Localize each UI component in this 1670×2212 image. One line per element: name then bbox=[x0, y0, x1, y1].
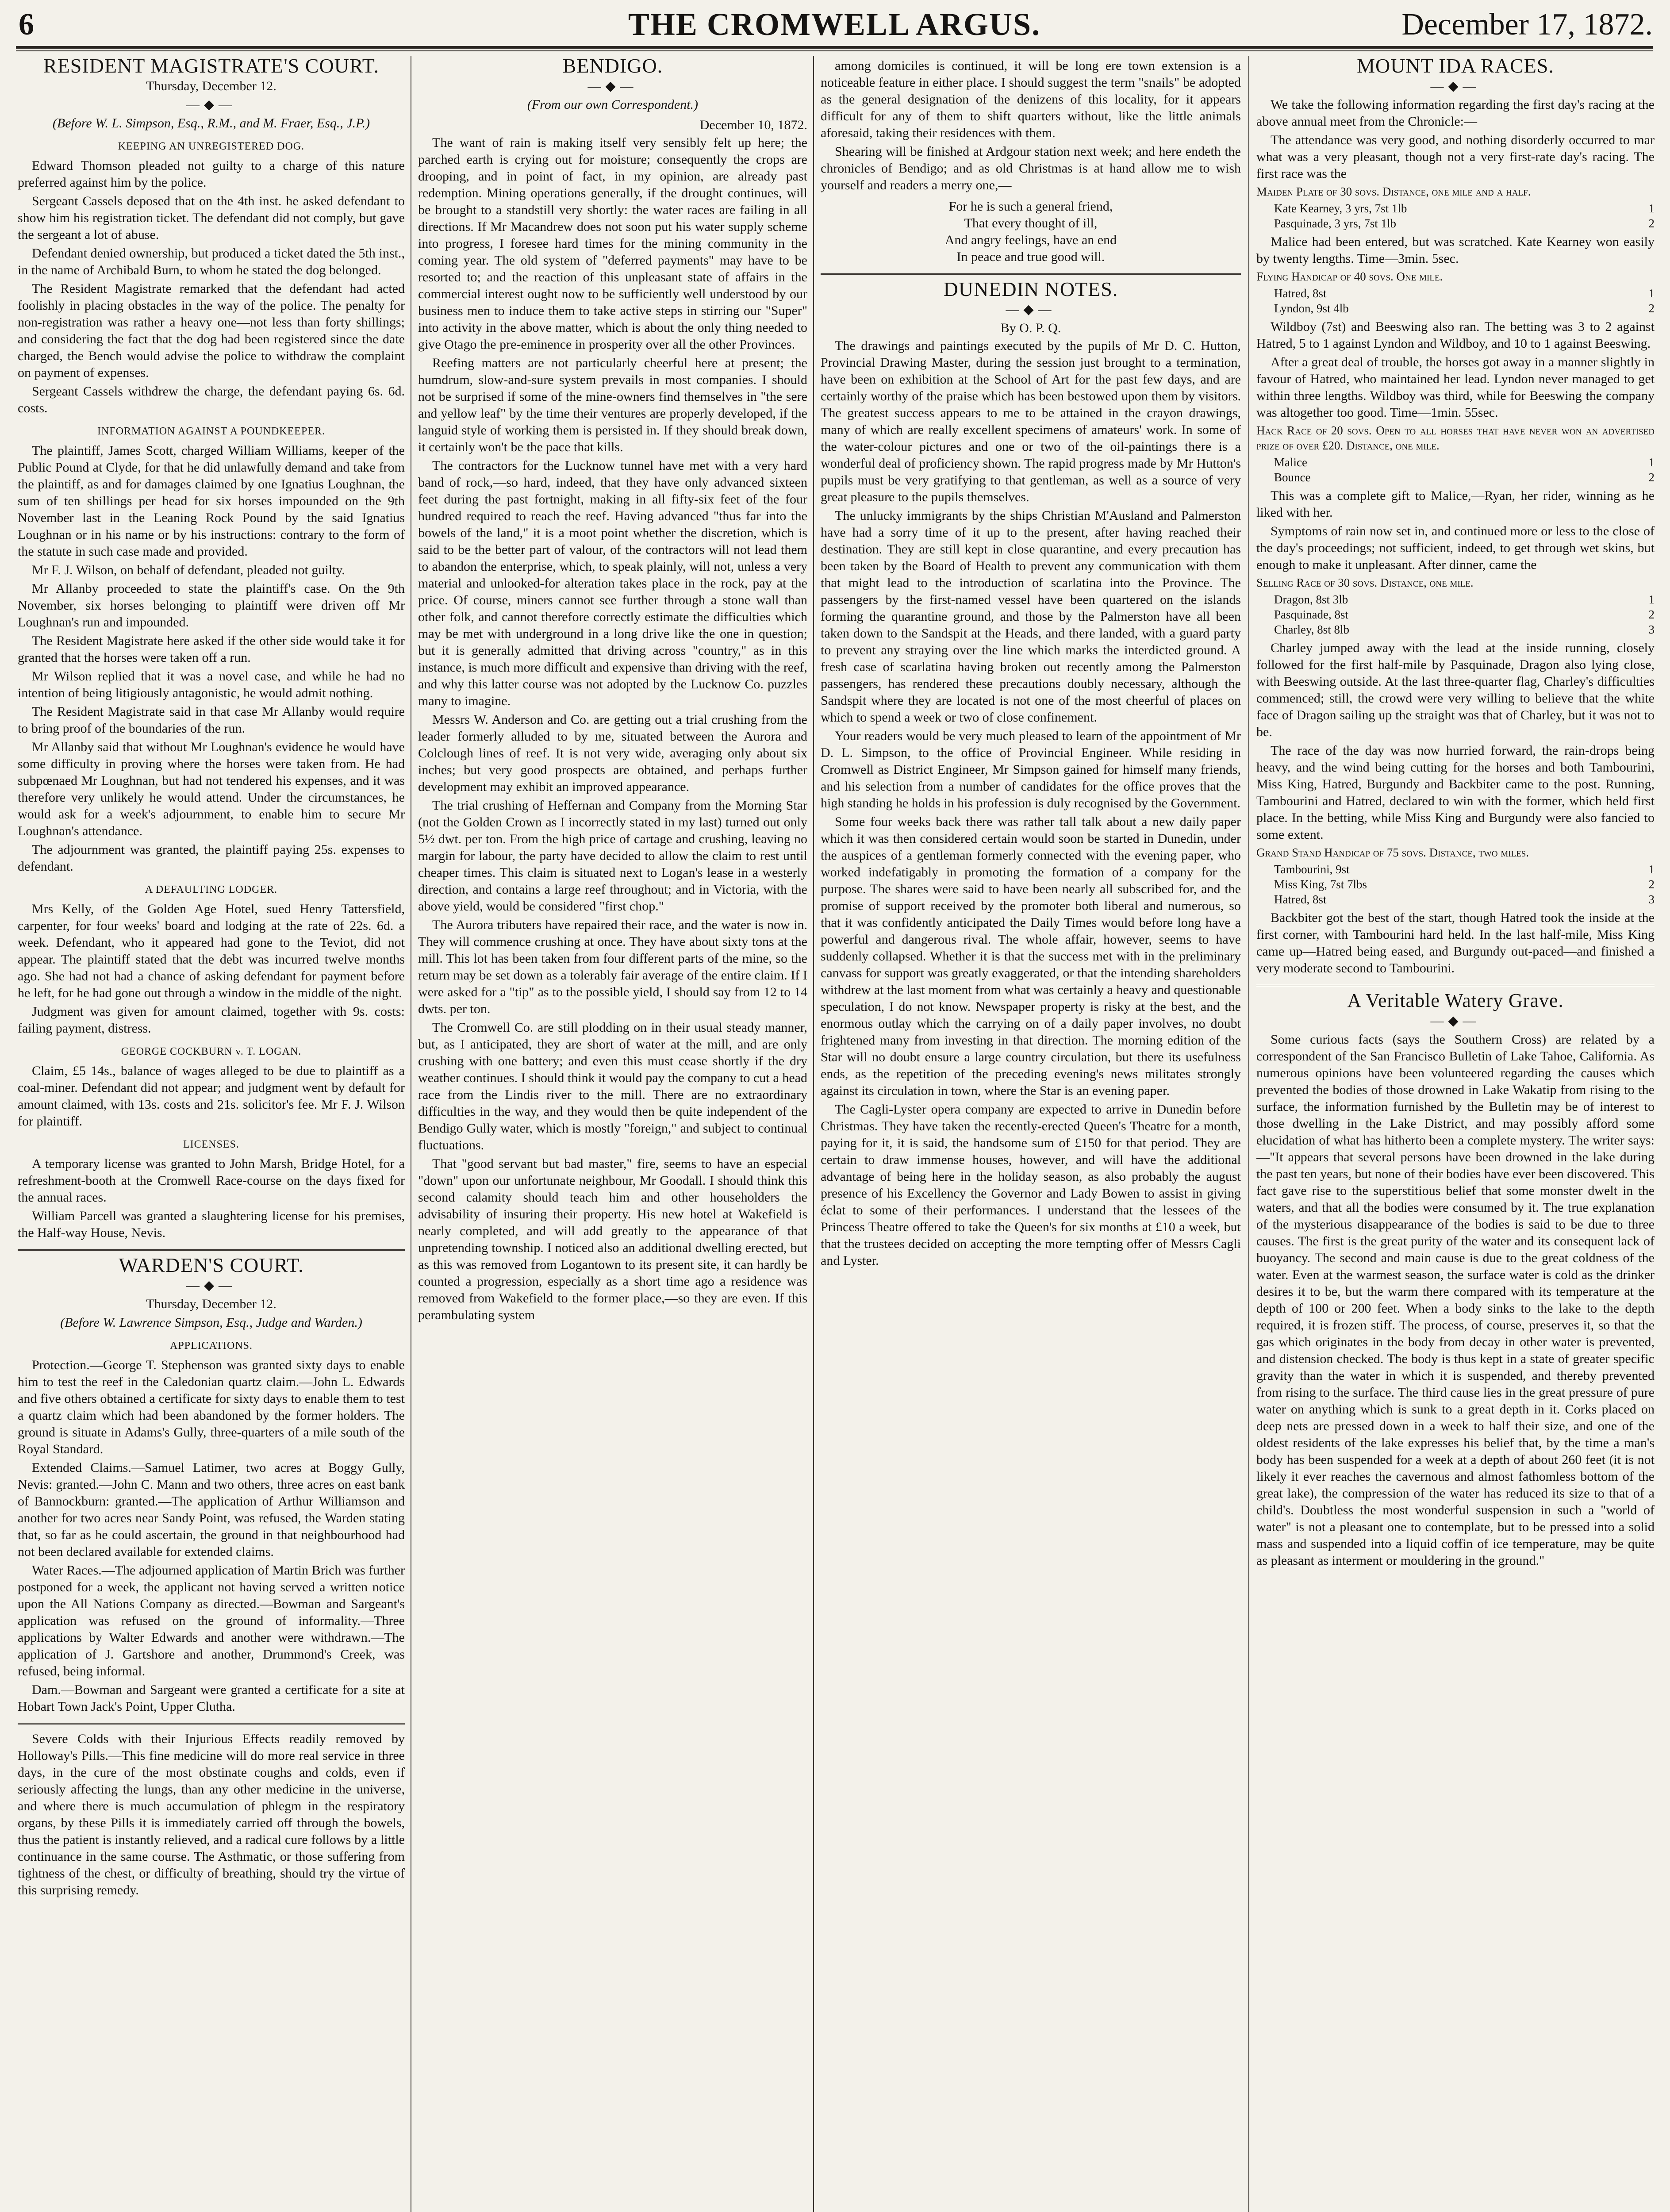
paragraph: The Cromwell Co. are still plodding on in their usual steady manner, but, as I anticipated, they are short of water at the mill, and are only crushing with one battery; and even this must cease shortly if the dry weather continues. I should think it would pay the company to cut a head race from the Lindis river to the mill. There are no extraordinary difficulties in the way, and they would then be quite independent of the Bendigo Gully water, which is mostly "foreign," and subject to continual fluctuations. bbox=[418, 1020, 807, 1152]
paragraph: Mr Allanby proceeded to state the plaintiff's case. On the 9th November, six horses belonging to plaintiff were driven off Mr Loughnan's run and impounded. bbox=[18, 581, 405, 630]
paragraph: Charley jumped away with the lead at the inside running, closely followed for the first half-mile by Pasquinade, Dragon also lying close, with Beeswing outside. At the last three-quarter flag, Charley's difficulties commenced; still, the crowd were very willing to believe that the white face of Dragon sailing up the straight was that of Charley, but it was not to be. bbox=[1256, 641, 1655, 739]
result-row bbox=[1256, 862, 1655, 877]
paragraph: The want of rain is making itself very sensibly felt up here; the parched earth is crying out for moisture; consequently the crops are drooping, and in point of fact, in my opinion, are already past redemption. Mining operations generally, if the drought continues, will be brought to a standstill very shortly: the water races are failing in all directions. If Mr Macandrew does not soon put his water supply scheme into progress, I foresee hard times for the mining community in the coming year. The old system of "deferred payments" may have to be resorted to; and the reaction of this unpleasant state of affairs in the commercial interest ought now to be sufficiently well understood by our business men to induce them to take active steps in stirring our "Super" into activity in the above matter, which is about the only thing needed to give Otago the pre-eminence in prosperity over all the other Provinces. bbox=[418, 135, 807, 352]
paragraph: The Aurora tributers have repaired their race, and the water is now in. They will commence crushing at once. They have about sixty tons at the mill. This lot has been taken from four different parts of the mine, so the return may be set down as a tolerably fair average of the entire claim. If I were asked for a "tip" as to the possible yield, I should say from 12 to 14 dwts. per ton. bbox=[418, 918, 807, 1016]
paragraph: The plaintiff, James Scott, charged William Williams, keeper of the Public Pound at Clyde, for that he did unlawfully demand and take from the plaintiff, as and for damages claimed by one Ignatius Loughnan, the sum of ten shillings per head for six horses impounded on the 9th November last in the Leaning Rock Pound by the said Ignatius Loughnan or in his name or by his instructions: contrary to the form of the statute in such case made and provided. bbox=[18, 443, 405, 559]
place: 2 bbox=[1648, 878, 1655, 891]
result-row bbox=[1256, 892, 1655, 907]
paragraph: The attendance was very good, and nothing disorderly occurred to mar what was a very pleasant, though not a very first-rate day's racing. The first race was the bbox=[1256, 133, 1655, 181]
result-row bbox=[1256, 877, 1655, 892]
ornament-divider: ―◆― bbox=[1430, 1014, 1481, 1028]
paragraph: That "good servant but bad master," fire, seems to have an especial "down" upon our unfortunate neighbour, Mr Goodall. I should think this second calamity should teach him and other householders the advisability of insuring their property. His new hotel at Wakefield is nearly completed, and will add greatly to the appearance of that unpretending township. I noticed also an additional dwelling erected, but as this was removed from Logantown to its present site, it can hardly be counted a progression, especially as a short time ago a residence was removed from Wakefield to the former place,—so they are even. If this perambulating system bbox=[418, 1156, 807, 1322]
paragraph: Edward Thomson pleaded not guilty to a charge of this nature preferred against him by the police. bbox=[18, 158, 405, 190]
paragraph: Messrs W. Anderson and Co. are getting out a trial crushing from the leader formerly alluded to by me, situated between the Aurora and Colclough lines of reef. It is not very wide, averaging only about six inches; but very good prospects are obtained, and perhaps further development may exhibit an improved appearance. bbox=[418, 712, 807, 794]
paragraph: Your readers would be very much pleased to learn of the appointment of Mr D. L. Simpson, to the office of Provincial Engineer. While residing in Cromwell as District Engineer, Mr Simpson gained for himself many friends, and his selection from a number of candidates for the office proves that the high standing he holds in his profession is duly recognised by the Government. bbox=[821, 729, 1241, 810]
paragraph: The Cagli-Lyster opera company are expected to arrive in Dunedin before Christmas. They have taken the recently-erected Queen's Theatre for a month, paying for it, it is said, the handsome sum of £150 for that period. They are certain to draw immense houses, however, and will have the additional advantage of being here in the holiday season, as also probably the august presence of his Excellency the Governor and Lady Bowen to assist in giving éclat to some of their performances. I understand that the lessees of the Princess Theatre offered to take the Queen's for six months at £10 a week, but that the trustees decided on accepting the more tempting offer of Messrs Cagli and Lyster. bbox=[821, 1102, 1241, 1268]
result-row bbox=[1256, 286, 1655, 301]
race-title: Flying Handicap of 40 sovs. One mile. bbox=[1256, 270, 1443, 283]
paragraph: Symptoms of rain now set in, and continued more or less to the close of the day's proceedings; not sufficient, indeed, to get through wet skins, but enough to make it unpleasant. After dinner, came the bbox=[1256, 524, 1655, 572]
horse: Miss King, 7st 7lbs bbox=[1274, 878, 1367, 891]
case-title: LICENSES. bbox=[183, 1139, 239, 1150]
horse: Hatred, 8st bbox=[1274, 287, 1327, 300]
court-date: Thursday, December 12. bbox=[146, 79, 276, 93]
newspaper-title: THE CROMWELL ARGUS. bbox=[628, 7, 1041, 42]
paragraph: Sergeant Cassels deposed that on the 4th inst. he asked defendant to show him his registration ticket. The defendant did not comply, but gave the sergeant a lot of abuse. bbox=[18, 194, 405, 242]
paragraph: The Resident Magistrate remarked that the defendant had acted foolishly in placing obstacles in the way of the police. The penalty for non-registration was rather a heavy one—not less than forty shillings; and considering the fact that the dog had been registered since the date charged, the Bench would advise the police to withdraw the complaint on payment of expenses. bbox=[18, 281, 405, 380]
ornament-divider: ―◆― bbox=[1430, 79, 1481, 93]
paragraph: The adjournment was granted, the plaintiff paying 25s. expenses to defendant. bbox=[18, 842, 405, 874]
result-row bbox=[1256, 622, 1655, 637]
race-title: Selling Race of 30 sovs. Distance, one mile. bbox=[1256, 576, 1474, 589]
column-divider bbox=[1248, 56, 1249, 2212]
result-row bbox=[1256, 455, 1655, 470]
issue-date: December 17, 1872. bbox=[1401, 8, 1653, 42]
paragraph: The unlucky immigrants by the ships Christian M'Ausland and Palmerston have had a sorry time of it up to the present, after having reached their destination. They are still kept in close quarantine, and every precaution has been taken by the Board of Health to prevent any communication with them that might lead to the introduction of scarlatina into the Province. The passengers by the first-named vessel have been quartered on the islands forming the quarantine ground, and those by the Palmerston have all been taken down to the Sandspit at the Heads, and there landed, with a guard party to prevent any straying over the line which marks the interdicted ground. A fresh case of scarlatina having broken out recently among the Palmerston passengers, has rendered these precautions doubly necessary, although the Sandspit where they are located is not one of the most cheerful of places on which to spend a week or two of close confinement. bbox=[821, 508, 1241, 725]
verse-line: In peace and true good will. bbox=[956, 250, 1105, 264]
horse: Hatred, 8st bbox=[1274, 893, 1327, 906]
horse: Lyndon, 9st 4lb bbox=[1274, 302, 1349, 315]
horse: Pasquinade, 3 yrs, 7st 1lb bbox=[1274, 217, 1396, 230]
place: 2 bbox=[1648, 302, 1655, 315]
place: 2 bbox=[1648, 608, 1655, 621]
section-heading: WARDEN'S COURT. bbox=[119, 1254, 304, 1276]
race-title: Hack Race of 20 sovs. Open to all horses that have never won an advertised prize of over £20. Distance, one mile. bbox=[1256, 424, 1655, 452]
result-row bbox=[1256, 201, 1655, 216]
ornament-divider: ―◆― bbox=[587, 79, 638, 93]
paragraph: The drawings and paintings executed by the pupils of Mr D. C. Hutton, Provincial Drawing Master, during the session just brought to a termination, have been on exhibition at the School of Art for the past few days, and are certainly worthy of the praise which has been bestowed upon them by visitors. The greatest success appears to me to be attained in the crayon drawings, many of which are really excellent specimens of amateurs' work. In some of the water-colour pictures and one or two of the oil-paintings there is a wonderful deal of proficiency shown. The rapid progress made by Mr Hutton's pupils must be very gratifying to that gentleman, as well as a source of very great pleasure to the pupils themselves. bbox=[821, 338, 1241, 504]
masthead-rule bbox=[16, 46, 1653, 49]
result-row bbox=[1256, 216, 1655, 231]
paragraph: Some four weeks back there was rather tall talk about a new daily paper which it was then considered certain would soon be started in Dunedin, under the auspices of a gentleman formerly connected with the evening paper, who worked indefatigably in promoting the formation of a company for the purpose. The shares were said to have been nearly all subscribed for, and the promise of support received by the promoter both liberal and numerous, so that it was confidently anticipated the Daily Times would before long have a powerful and dangerous rival. The whole affair, however, seems to have suddenly collapsed. Whether it is that the success met with in the preliminary canvass for support was greatly exaggerated, or that the intending shareholders withdrew at the last moment from what was certainly a heavy and questionable speculation, I do not know. Newspaper property is risky at the best, and the enormous outlay which the carrying on of a daily paper involves, no doubt frightened many from investing in that direction. The morning edition of the Star will no doubt ensure a large country circulation, but there its usefulness ends, as the repetition of the preceding evening's news militates strongly against its circulation in town, where the Star is an evening paper. bbox=[821, 814, 1241, 1098]
result-row bbox=[1256, 470, 1655, 485]
section-heading: MOUNT IDA RACES. bbox=[1357, 58, 1554, 77]
paragraph: William Parcell was granted a slaughtering license for his premises, the Half-way House, Nevis. bbox=[18, 1209, 405, 1240]
paragraph: Backbiter got the best of the start, though Hatred took the inside at the first corner, with Tambourini hard held. In the last half-mile, Miss King came up—Hatred being eased, and Burgundy out-paced—and finished a very moderate second to Tambourini. bbox=[1256, 910, 1655, 975]
case-title: INFORMATION AGAINST A POUNDKEEPER. bbox=[97, 426, 325, 437]
paragraph: Judgment was given for amount claimed, together with 9s. costs: failing payment, distress. bbox=[18, 1004, 405, 1036]
place: 2 bbox=[1648, 217, 1655, 230]
horse: Kate Kearney, 3 yrs, 7st 1lb bbox=[1274, 202, 1407, 215]
case-title: A DEFAULTING LODGER. bbox=[145, 884, 278, 895]
race-title: Grand Stand Handicap of 75 sovs. Distance, two miles. bbox=[1256, 846, 1529, 859]
paragraph: Mr Wilson replied that it was a novel case, and while he had no intention of being litigiously antagonistic, he would admit nothing. bbox=[18, 669, 405, 700]
paragraph: Shearing will be finished at Ardgour station next week; and here endeth the chronicles of Bendigo; and as old Christmas is at hand allow me to wish yourself and readers a merry one,— bbox=[821, 144, 1241, 192]
page-number: 6 bbox=[19, 8, 34, 42]
horse: Pasquinade, 8st bbox=[1274, 608, 1348, 621]
verse bbox=[821, 198, 1241, 265]
place: 1 bbox=[1648, 593, 1655, 606]
race-title: Maiden Plate of 30 sovs. Distance, one mile and a half. bbox=[1256, 185, 1531, 198]
dateline: December 10, 1872. bbox=[699, 118, 807, 132]
paragraph: Mr Allanby said that without Mr Loughnan's evidence he would have some difficulty in proving where the horses were taken from. He had subpœnaed Mr Loughnan, but had not tendered his expenses, and it was therefore very unlikely he would attend. Under the circumstances, he would ask for a week's adjournment, to enable him to secure Mr Loughnan's attendance. bbox=[18, 740, 405, 838]
result-row bbox=[1256, 607, 1655, 622]
verse-line: That every thought of ill, bbox=[964, 216, 1098, 230]
section-rule bbox=[18, 1249, 405, 1251]
court-before: (Before W. Lawrence Simpson, Esq., Judge and Warden.) bbox=[60, 1315, 362, 1330]
place: 2 bbox=[1648, 471, 1655, 484]
column-divider bbox=[813, 56, 814, 2212]
court-date: Thursday, December 12. bbox=[146, 1297, 276, 1311]
paragraph: A temporary license was granted to John Marsh, Bridge Hotel, for a refreshment-booth at the Cromwell Race-course on the days fixed for the annual races. bbox=[18, 1156, 405, 1205]
case-title: APPLICATIONS. bbox=[169, 1340, 253, 1352]
result-row bbox=[1256, 592, 1655, 607]
horse: Malice bbox=[1274, 456, 1307, 469]
column-2 bbox=[418, 58, 807, 2212]
place: 3 bbox=[1648, 623, 1655, 636]
result-row bbox=[1256, 301, 1655, 316]
masthead-rule-thin bbox=[16, 50, 1653, 51]
byline: By O. P. Q. bbox=[1000, 321, 1061, 335]
paragraph: Reefing matters are not particularly cheerful here at present; the humdrum, slow-and-sure system prevails in most companies. I should not be surprised if some of the mine-owners find themselves in "the sere and yellow leaf" by the time their ventures are properly developed, if the languid style of working them is persisted in. If they should break down, it certainly won't be the pace that kills. bbox=[418, 356, 807, 454]
race-result bbox=[1256, 184, 1655, 231]
paragraph: Some curious facts (says the Southern Cross) are related by a correspondent of the San Francisco Bulletin of Lake Tahoe, California. As numerous opinions have been volunteered regarding the causes which prevented the bodies of those drowned in Lake Wakatip from rising to the surface, the information furnished by the Bulletin may be of interest to those dwelling in the Lake District, and may possibly afford some elucidation of what has hitherto been a complete mystery. The writer says:—"It appears that several persons have been drowned in the lake during the past ten years, but none of their bodies have ever been discovered. This fact gave rise to the superstitious belief that some monster dwelt in the waters, and that all the bodies were consumed by it. The true explanation of the mysterious disappearance of the bodies is said to be due to three causes. The first is the great purity of the water and its consequent lack of buoyancy. The second and main cause is due to the great coldness of the water. Even at the warmest season, the surface water is cold as the drinker desires it to be, but the warm there compared with its temperature at the depth of 100 or 200 feet. When a body sinks to the lake to the depth required, it is frozen stiff. The process, of course, preserves it, so that the gas which originates in the body from decay in other water is prevented, and distension checked. The body is thus kept in a state of greater specific gravity than the water in which it is suspended, and thereby prevented from rising to the surface. The third cause lies in the great pressure of pure water on anything which is sunk to a great depth in it. Corks placed on deep nets are pressed down in a week to half their size, and one of the oldest residents of the lake expresses his belief that, by the time a man's body has been suspended for a week at a depth of about 260 feet (it is not likely it ever reaches the cavernous and almost fathomless bottom of the great lake), the compression of the water has reduced its size to that of a child's. Doubtless the most wonderful suspension in such a "world of water" is not a pleasant one to contemplate, but to be pressed into a solid mass and suspended into a liquid coffin of ice temperature, may be quite as pleasant as interment or mouldering in the ground." bbox=[1256, 1032, 1655, 1568]
court-before: (Before W. L. Simpson, Esq., R.M., and M. Fraer, Esq., J.P.) bbox=[52, 116, 370, 131]
paragraph: Protection.—George T. Stephenson was granted sixty days to enable him to test the reef in the Caledonian quartz claim.—John L. Edwards and five others obtained a certificate for sixty days to enable them to test a quartz claim which had been abandoned by the former holders. The ground is situate in Adams's Gully, three-quarters of a mile south of the Royal Standard. bbox=[18, 1358, 405, 1456]
paragraph: The race of the day was now hurried forward, the rain-drops being heavy, and the wind being cutting for the horses and both Tambourini, Miss King, Hatred, Burgundy and Backbiter came to the post. Running, Tambourini and Hatred, declared to win with the former, which held first place. In the betting, while Miss King and Burgundy were also fancied to some extent. bbox=[1256, 743, 1655, 842]
column-3 bbox=[821, 58, 1241, 2212]
paragraph: After a great deal of trouble, the horses got away in a manner slightly in favour of Hatred, who maintained her lead. Lyndon never managed to get within three lengths. Wildboy was third, while for Beeswing the company was altogether too good. Time—1min. 55sec. bbox=[1256, 355, 1655, 420]
paragraph: The contractors for the Lucknow tunnel have met with a very hard band of rock,—so hard, indeed, that they have only advanced sixteen feet during the past fortnight, making in all fifty-six feet of the four hundred required to reach the reef. Having advanced "thus far into the bowels of the land," it is a moot point whether the discretion, which is said to be the better part of valour, of the contractors will not lead them to abandon the enterprise, which, to speak plainly, will not, unless a very material and unlooked-for alteration takes place in the rock, pay at the price. Of course, miners cannot see further through a stone wall than other folk, and cannot therefore correctly estimate the difficulties which may be met with underground in a long drive like the one in question; but it is generally admitted that driving across "country," as in this instance, is much more difficult and expensive than driving with the reef, and why this latter course was not adopted by the Lucknow Co. puzzles many to imagine. bbox=[418, 458, 807, 708]
case-title: GEORGE COCKBURN v. T. LOGAN. bbox=[121, 1046, 302, 1057]
verse-line: And angry feelings, have an end bbox=[944, 233, 1117, 247]
section-rule bbox=[1256, 985, 1655, 986]
section-rule bbox=[18, 1723, 405, 1724]
byline: (From our own Correspondent.) bbox=[527, 97, 699, 112]
ornament-divider: ―◆― bbox=[186, 97, 237, 112]
section-heading: A Veritable Watery Grave. bbox=[1347, 990, 1564, 1011]
paragraph: Malice had been entered, but was scratched. Kate Kearney won easily by twenty lengths. Time—3min. 5sec. bbox=[1256, 234, 1655, 266]
horse: Dragon, 8st 3lb bbox=[1274, 593, 1348, 606]
place: 1 bbox=[1648, 863, 1655, 876]
paragraph: Dam.—Bowman and Sargeant were granted a certificate for a site at Hobart Town Jack's Point, Upper Clutha. bbox=[18, 1682, 405, 1714]
paragraph: Defendant denied ownership, but produced a ticket dated the 5th inst., in the name of Archibald Burn, to whom he stated the dog belonged. bbox=[18, 246, 405, 277]
place: 1 bbox=[1648, 202, 1655, 215]
masthead bbox=[16, 6, 1653, 44]
horse: Bounce bbox=[1274, 471, 1311, 484]
section-heading: RESIDENT MAGISTRATE'S COURT. bbox=[43, 58, 379, 77]
paragraph: Mr F. J. Wilson, on behalf of defendant, pleaded not guilty. bbox=[32, 563, 345, 577]
paragraph: Sergeant Cassels withdrew the charge, the defendant paying 6s. 6d. costs. bbox=[18, 384, 405, 415]
paragraph: The trial crushing of Heffernan and Company from the Morning Star (not the Golden Crown as I incorrectly stated in my last) turned out only 5½ dwt. per ton. From the high price of cartage and crushing, leaving no margin for labour, the party have decided to allow the claim to rest until cheaper times. This claim is situated next to Logan's lease in a westerly direction, and contains a large reef throughout; and in Victoria, with the above yield, would be considered "first chop." bbox=[418, 798, 807, 914]
place: 1 bbox=[1648, 456, 1655, 469]
race-result bbox=[1256, 575, 1655, 637]
race-result bbox=[1256, 845, 1655, 907]
paragraph: Extended Claims.—Samuel Latimer, two acres at Boggy Gully, Nevis: granted.—John C. Mann and two others, three acres on east bank of Bannockburn: granted.—The application of Arthur Williamson and another for two acres near Sandy Point, was refused, the Warden stating that, so far as he could ascertain, the ground in that neighbourhood had not been declared available for extended claims. bbox=[18, 1460, 405, 1559]
paragraph: Wildboy (7st) and Beeswing also ran. The betting was 3 to 2 against Hatred, 5 to 1 against Lyndon and Wildboy, and 10 to 1 against Beeswing. bbox=[1256, 319, 1655, 351]
column-4 bbox=[1256, 58, 1655, 2212]
column-1 bbox=[18, 58, 405, 2212]
paragraph: Water Races.—The adjourned application of Martin Brich was further postponed for a week, the applicant not having served a written notice upon the All Nations Company as directed.—Bowman and Sargeant's application was refused on the ground of informality.—Three applications by Walter Edwards and another were withdrawn.—The application of J. Gartshore and another, Drummond's Creek, was refused, being informal. bbox=[18, 1563, 405, 1678]
paragraph: among domiciles is continued, it will be long ere town extension is a noticeable feature in either place. I should suggest the term "snails" be adopted as the general designation of the denizens of this locality, for it appears difficult for any of them to shift quarters without, like the little animals aforesaid, taking their residences with them. bbox=[821, 58, 1241, 140]
case-title: KEEPING AN UNREGISTERED DOG. bbox=[118, 141, 305, 152]
paragraph: We take the following information regarding the first day's racing at the above annual meet from the Chronicle:— bbox=[1256, 97, 1655, 129]
paragraph: Mrs Kelly, of the Golden Age Hotel, sued Henry Tattersfield, carpenter, for four weeks' board and lodging at the rate of 22s. 6d. a week. Defendant, who it appeared had gone to the Teviot, did not appear. The plaintiff stated that the debt was incurred twelve months ago. She had not had a chance of asking defendant for payment before he left, for he had gone out through a window in the middle of the night. bbox=[18, 902, 405, 1000]
section-heading: BENDIGO. bbox=[562, 58, 663, 77]
paragraph: The Resident Magistrate here asked if the other side would take it for granted that the horses were taken off a run. bbox=[18, 634, 405, 665]
paragraph: This was a complete gift to Malice,—Ryan, her rider, winning as he liked with her. bbox=[1256, 488, 1655, 520]
ornament-divider: ―◆― bbox=[1006, 302, 1056, 317]
section-heading: DUNEDIN NOTES. bbox=[943, 278, 1118, 300]
section-rule bbox=[821, 273, 1241, 275]
race-result bbox=[1256, 269, 1655, 316]
verse-line: For he is such a general friend, bbox=[948, 199, 1113, 214]
paragraph: The Resident Magistrate said in that case Mr Allanby would require to bring proof of the boundaries of the run. bbox=[18, 704, 405, 736]
paragraph: Claim, £5 14s., balance of wages alleged to be due to plaintiff as a coal-miner. Defendant did not appear; and judgment went by default for amount claimed, with 13s. costs and 21s. solicitor's fee. Mr F. J. Wilson for plaintiff. bbox=[18, 1064, 405, 1129]
horse: Tambourini, 9st bbox=[1274, 863, 1350, 876]
race-result bbox=[1256, 423, 1655, 485]
ornament-divider: ―◆― bbox=[186, 1278, 237, 1293]
advertisement-paragraph: Severe Colds with their Injurious Effects readily removed by Holloway's Pills.—This fine medicine will do more real service in three days, in the cure of the most obstinate coughs and colds, even if seriously affecting the lungs, than any other medicine in the universe, and where there is much accumulation of phlegm in the respiratory organs, by these Pills it is immediately carried off through the bowels, thus the patient is instantly relieved, and a radical cure follows by a little continuance in the same course. The Asthmatic, or those suffering from tightness of the chest, or difficulty of breathing, should try the virtue of this surprising remedy. bbox=[18, 1732, 405, 1897]
place: 1 bbox=[1648, 287, 1655, 300]
horse: Charley, 8st 8lb bbox=[1274, 623, 1349, 636]
place: 3 bbox=[1648, 893, 1655, 906]
